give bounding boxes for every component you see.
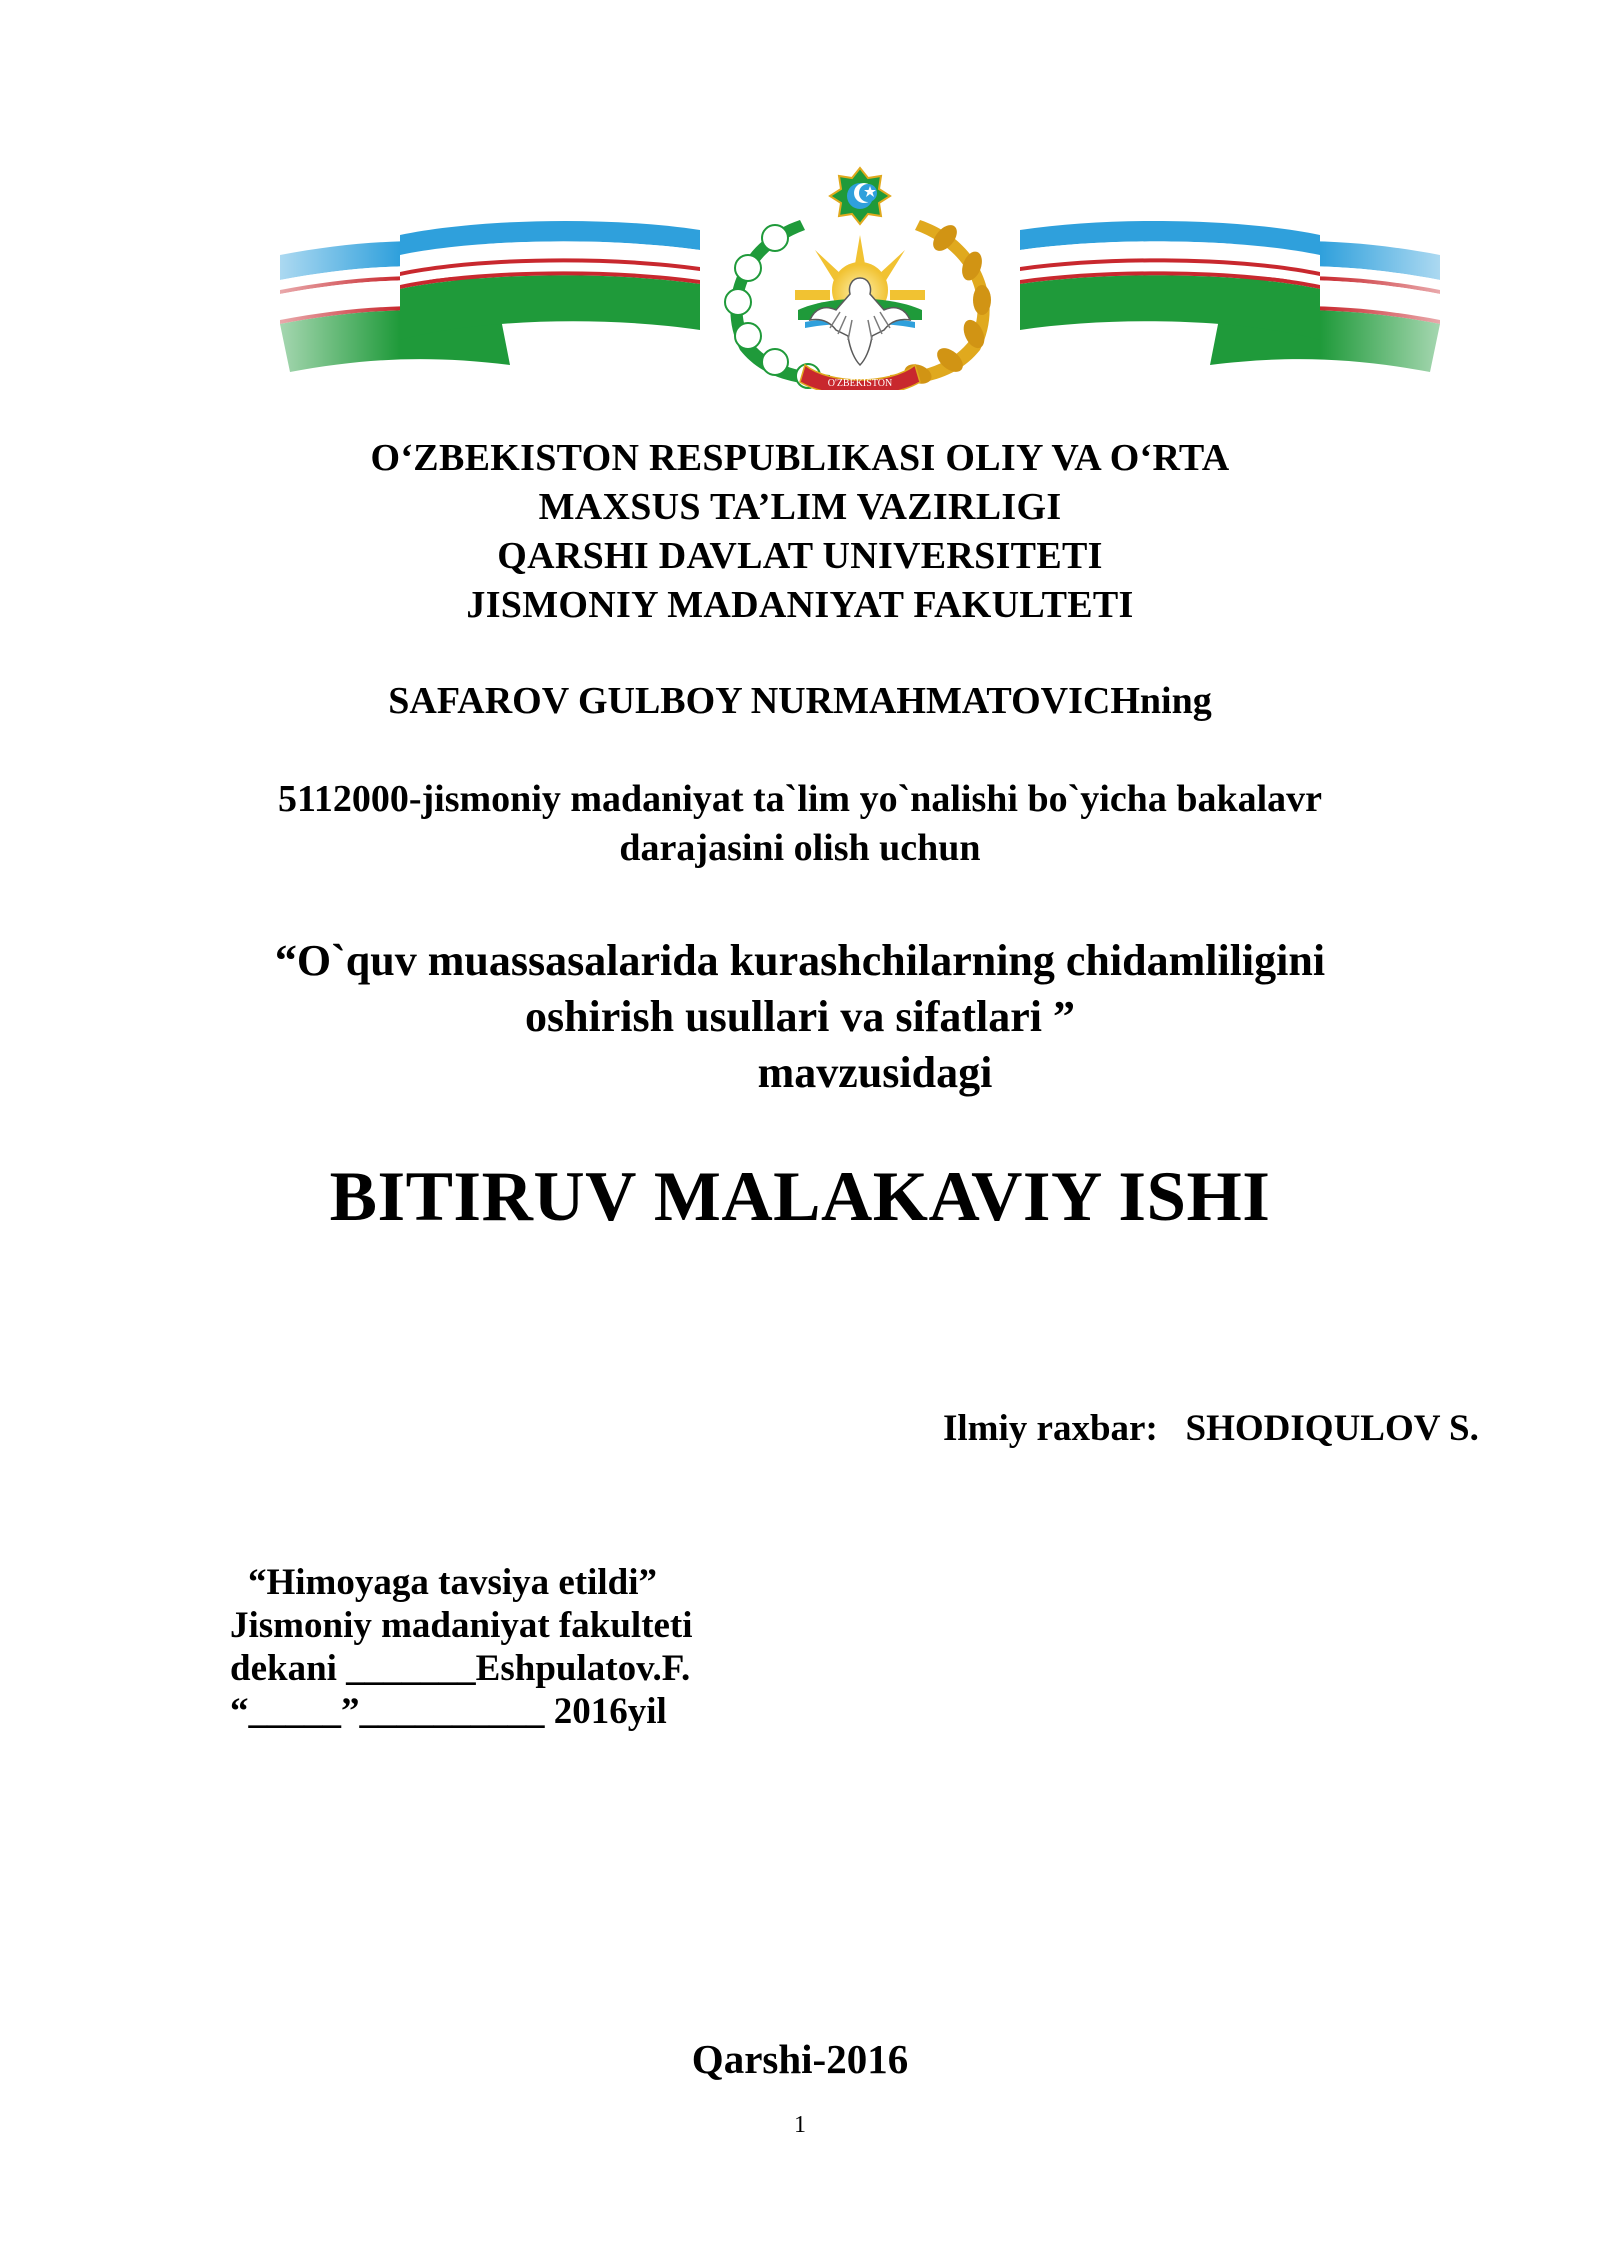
supervisor-label: Ilmiy raxbar: xyxy=(943,1408,1158,1449)
institution-header xyxy=(0,434,1600,630)
coat-of-arms xyxy=(725,168,991,390)
document-title: BITIRUV MALAKAVIY ISHI xyxy=(329,1158,1271,1236)
supervisor-name: SHODIQULOV S. xyxy=(1185,1408,1479,1449)
topic-line-1: “O`quv muassasalarida kurashchilarning chidamliligini xyxy=(274,936,1326,985)
flag-ribbon-left xyxy=(280,221,700,380)
approval-block xyxy=(230,1561,693,1733)
city-year: Qarshi-2016 xyxy=(691,2036,909,2082)
approval-dean: dekani _______Eshpulatov.F. xyxy=(230,1648,691,1689)
approval-recommended: “Himoyaga tavsiya etildi” xyxy=(248,1562,658,1603)
approval-faculty: Jismoniy madaniyat fakulteti xyxy=(230,1605,693,1646)
degree-line-2: darajasini olish uchun xyxy=(619,827,981,869)
emblem-ribbon-label: O'ZBEKISTON xyxy=(827,378,893,389)
header-line-university: QARSHI DAVLAT UNIVERSITETI xyxy=(497,535,1103,577)
state-emblem-banner xyxy=(270,160,1450,390)
supervisor-line xyxy=(943,1405,1479,1453)
page-number: 1 xyxy=(794,2112,806,2138)
header-line-faculty: JISMONIY MADANIYAT FAKULTETI xyxy=(466,584,1134,626)
degree-statement xyxy=(0,775,1600,873)
author-name: SAFAROV GULBOY NURMAHMATOVICHning xyxy=(388,680,1212,722)
octagram-crescent-icon xyxy=(830,168,890,224)
flag-ribbon-right xyxy=(1020,221,1440,380)
topic-line-2: oshirish usullari va sifatlari ” xyxy=(524,992,1076,1041)
header-line-ministry: O‘ZBEKISTON RESPUBLIKASI OLIY VA O‘RTA xyxy=(370,437,1230,479)
degree-line-1: 5112000-jismoniy madaniyat ta`lim yo`nalishi bo`yicha bakalavr xyxy=(277,778,1323,820)
thesis-topic xyxy=(0,933,1600,1101)
header-line-ministry-cont: MAXSUS TA’LIM VAZIRLIGI xyxy=(538,486,1062,528)
approval-date: “_____”__________ 2016yil xyxy=(230,1691,667,1732)
topic-suffix: mavzusidagi xyxy=(757,1048,993,1097)
